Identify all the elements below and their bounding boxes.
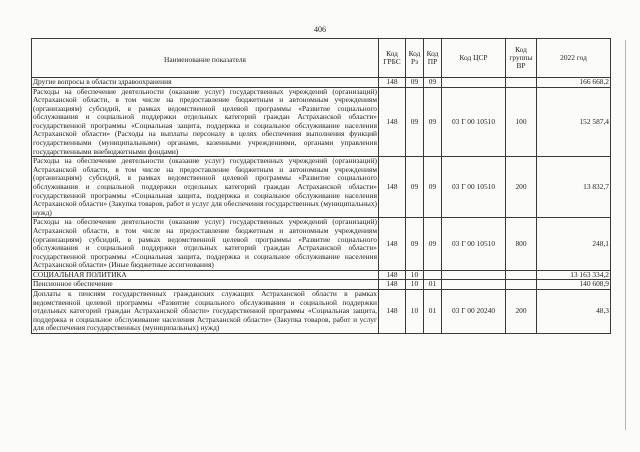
table-header-row bbox=[32, 39, 611, 78]
row-csr: 03 Г 00 10510 bbox=[442, 157, 506, 218]
row-rz: 09 bbox=[406, 78, 424, 88]
header-grbs: Код ГРБС bbox=[379, 39, 406, 78]
table-row bbox=[32, 157, 611, 218]
row-rz: 09 bbox=[406, 157, 424, 218]
row-rz: 10 bbox=[406, 289, 424, 333]
row-name: Пенсионное обеспечение bbox=[32, 280, 379, 290]
table-row bbox=[32, 289, 611, 333]
row-vr: 800 bbox=[506, 218, 537, 271]
row-rz: 09 bbox=[406, 87, 424, 157]
row-amount: 140 608,9 bbox=[537, 280, 611, 290]
row-amount: 13 163 334,2 bbox=[537, 270, 611, 280]
row-csr bbox=[442, 280, 506, 290]
row-rz: 09 bbox=[406, 218, 424, 271]
row-pr: 09 bbox=[424, 157, 442, 218]
row-name: СОЦИАЛЬНАЯ ПОЛИТИКА bbox=[32, 270, 379, 280]
row-amount: 13 832,7 bbox=[537, 157, 611, 218]
row-vr bbox=[506, 78, 537, 88]
row-csr: 03 Г 00 10510 bbox=[442, 87, 506, 157]
table-row bbox=[32, 270, 611, 280]
row-rz: 10 bbox=[406, 270, 424, 280]
table-row bbox=[32, 87, 611, 157]
row-csr: 03 Г 00 10510 bbox=[442, 218, 506, 271]
row-csr: 03 Г 00 20240 bbox=[442, 289, 506, 333]
row-vr: 100 bbox=[506, 87, 537, 157]
row-amount: 152 587,4 bbox=[537, 87, 611, 157]
row-pr: 09 bbox=[424, 87, 442, 157]
row-vr bbox=[506, 280, 537, 290]
table-row bbox=[32, 218, 611, 271]
row-amount: 48,3 bbox=[537, 289, 611, 333]
row-grbs: 148 bbox=[379, 87, 406, 157]
row-pr: 09 bbox=[424, 218, 442, 271]
row-name: Расходы на обеспечение деятельности (оказание услуг) государственных учреждений (организаций) Астраханской области, в том числе на предоставление бюджетным и автономным учреждениям (организациям) субсидий, в рамках ведомственной целевой программы «Развитие социального обслуживания и социальной поддержки отдельных категорий граждан Астраханской области» государственной программы «Социальная защита, поддержка и социальное обслуживание населения Астраханской области» (Расходы на выплаты персоналу в целях обеспечения выполнения функций государственными (муниципальными) органами, казенными учреждениями, органами управления государственными внебюджетными фондами) bbox=[33, 86, 377, 156]
row-amount: 248,1 bbox=[537, 218, 611, 271]
row-grbs: 148 bbox=[379, 78, 406, 88]
page-number: 406 bbox=[314, 25, 326, 34]
row-grbs: 148 bbox=[379, 270, 406, 280]
header-csr: Код ЦСР bbox=[442, 39, 506, 78]
header-rz: Код Рз bbox=[406, 39, 424, 78]
row-vr: 200 bbox=[506, 157, 537, 218]
row-name: Другие вопросы в области здравоохранения bbox=[32, 78, 379, 88]
table-row bbox=[32, 78, 611, 88]
row-name: Доплаты к пенсиям государственных гражданских служащих Астраханской области в рамках ведомственной целевой программы «Развитие социального обслуживания и социальной поддержки отдельных категорий граждан Астраханской области» государственной программы «Социальная защита, поддержка и социальное обслуживание населения Астраханской области» (Закупка товаров, работ и услуг для обеспечения государственных (муниципальных) нужд) bbox=[33, 288, 377, 333]
row-vr bbox=[506, 270, 537, 280]
row-pr: 01 bbox=[424, 289, 442, 333]
header-amount: 2022 год bbox=[537, 39, 611, 78]
row-csr bbox=[442, 78, 506, 88]
row-grbs: 148 bbox=[379, 280, 406, 290]
row-grbs: 148 bbox=[379, 289, 406, 333]
budget-table bbox=[31, 38, 611, 334]
row-grbs: 148 bbox=[379, 157, 406, 218]
header-vr: Код группы ВР bbox=[506, 39, 537, 78]
header-name: Наименование показателя bbox=[32, 39, 379, 78]
row-pr: 01 bbox=[424, 280, 442, 290]
row-name: Расходы на обеспечение деятельности (оказание услуг) государственных учреждений (организаций) Астраханской области, в том числе на предоставление бюджетным и автономным учреждениям (организациям) субсидий, в рамках ведомственной целевой программы «Развитие социального обслуживания и социальной поддержки отдельных категорий граждан Астраханской области» государственной программы «Социальная защита, поддержка и социальное обслуживание населения Астраханской области» (Закупка товаров, работ и услуг для обеспечения государственных (муниципальных) нужд) bbox=[33, 156, 377, 217]
row-grbs: 148 bbox=[379, 218, 406, 271]
row-vr: 200 bbox=[506, 289, 537, 333]
row-csr bbox=[442, 270, 506, 280]
scan-edge-line bbox=[625, 40, 626, 430]
row-rz: 10 bbox=[406, 280, 424, 290]
header-pr: Код ПР bbox=[424, 39, 442, 78]
row-amount: 166 668,2 bbox=[537, 78, 611, 88]
row-name: Расходы на обеспечение деятельности (оказание услуг) государственных учреждений (организаций) Астраханской области, в том числе на предоставление бюджетным и автономным учреждениям (организациям) субсидий, в рамках ведомственной целевой программы «Развитие социального обслуживания и социальной поддержки отдельных категорий граждан Астраханской области» государственной программы «Социальная защита, поддержка и социальное обслуживание населения Астраханской области» (Иные бюджетные ассигнования) bbox=[33, 217, 377, 270]
row-pr: 09 bbox=[424, 78, 442, 88]
